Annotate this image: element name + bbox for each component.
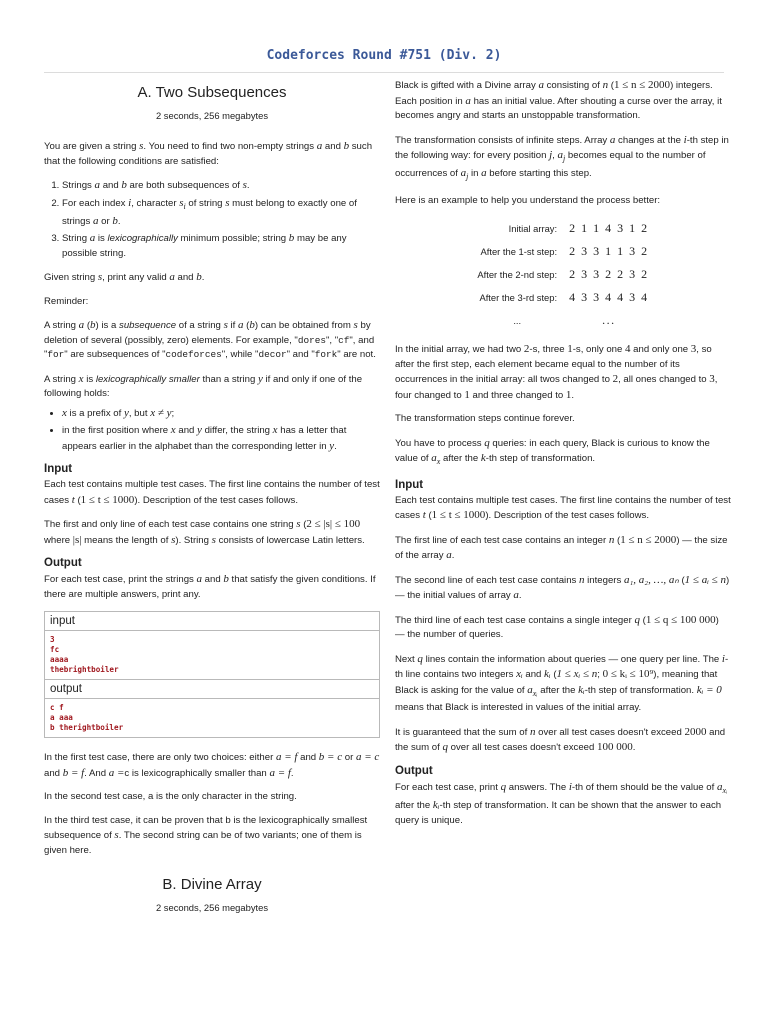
problem-a-input-1: Each test contains multiple test cases. The first line contains the number of test cases t (1 ≤ t ≤ 1000). Description of the test cases follows.	[44, 479, 380, 506]
table-row: After the 3-rd step: 4 3 3 4 4 3 4	[479, 290, 649, 305]
contest-title: Codeforces Round #751 (Div. 2)	[266, 48, 502, 63]
sample-test-box	[44, 611, 380, 738]
problem-b-input-heading: Input	[395, 478, 424, 491]
problem-b-p3: Here is an example to help you understand the process better:	[395, 194, 661, 206]
problem-b-input-2: The first line of each test case contains an integer n (1 ≤ n ≤ 2000) — the size of the array a.	[395, 533, 728, 562]
problem-a-output-heading: Output	[44, 557, 82, 570]
problem-b-input-5: Next q lines contain the information about queries — one query per line. The i-th line contains two integers xᵢ and kᵢ (1 ≤ xᵢ ≤ n; 0 ≤ kᵢ ≤ 10⁹), meaning that Black is asking for the value of $a_{xᵢ}$ after the kᵢ-th step of transformation. kᵢ = 0 means that Black is interested in values of the initial array.	[395, 652, 729, 714]
problem-a-note-1: In the first test case, there are only two choices: either a = f and b = c or a = c and b = f. And a =c is lexicographically smaller than a = f.	[44, 751, 380, 779]
sample-output-line: c f	[50, 703, 64, 713]
lexi-rule-2: • in the first position where x and y differ, the string x has a letter that appears earlier in the alphabet than the corresponding letter in y.	[62, 423, 380, 454]
sample-output-line: a aaa	[50, 713, 73, 723]
sample-output-label: output	[45, 679, 379, 699]
problem-b-output-heading: Output	[395, 764, 433, 777]
problem-b-p6: You have to process q queries: in each query, Black is curious to know the value of $a_x$ after the k-th step of transformation.	[395, 436, 710, 467]
problem-b-p2: The transformation consists of infinite steps. Array a changes at the i-th step in the following way: for every position j, $a_j$ becomes equal to the number of occurrences of $a_j$ in a before starting this step.	[395, 133, 729, 182]
header-divider	[44, 72, 724, 73]
sample-input-line: fc	[50, 645, 60, 655]
problem-b-input-1: Each test contains multiple test cases. The first line contains the number of test cases t (1 ≤ t ≤ 1000). Description of the test cases follows.	[395, 494, 731, 522]
table-row: ... ...	[513, 313, 616, 328]
problem-a-conditions	[44, 178, 380, 261]
condition-2: 2. For each index i, character $s_i$ of string s must belong to exactly one of strings a or b.	[62, 196, 380, 230]
problem-b-output-1: For each test case, print q answers. The i-th of them should be the value of $a_{xᵢ}$ after the kᵢ-th step of transformation. It can be shown that the answer to each query is unique.	[395, 780, 728, 826]
problem-b-p4: In the initial array, we had two 2-s, three 1-s, only one 4 and only one 3, so after the first step, each element became equal to the number of its occurrences in the initial array: all twos changed to 2, all ones changed to 3, four changed to 1 and three changed to 1.	[395, 343, 718, 401]
problem-a-lexi-list	[44, 406, 380, 455]
problem-a-reminder: Reminder:	[44, 295, 89, 307]
table-row: Initial array: 2 1 1 4 3 1 2	[508, 221, 649, 236]
condition-1: 1. Strings a and b are both subsequences of s.	[62, 178, 380, 194]
problem-a-input-heading: Input	[44, 463, 73, 476]
problem-a-subsequence-def: A string a (b) is a subsequence of a string s if a (b) can be obtained from s by deletion of several (possibly, zero) elements. For example, "dores", "cf", and "for" are subsequences of "codeforces", while "decor" and "fork" are not.	[44, 319, 376, 361]
sample-output-line: b therightboiler	[50, 723, 124, 733]
problem-a-note-2: In the second test case, a is the only character in the string.	[44, 791, 297, 803]
problem-b-p1: Black is gifted with a Divine array a consisting of n (1 ≤ n ≤ 2000) integers. Each position in a has an initial value. After shouting a curse over the array, it becomes angry and starts an unstoppable transformation.	[395, 79, 722, 121]
condition-3: 3. String a is lexicographically minimum possible; string b may be any possible string.	[62, 231, 380, 261]
sample-input-line: 3	[50, 635, 55, 645]
problem-b-input-4: The third line of each test case contains a single integer q (1 ≤ q ≤ 100 000) — the number of queries.	[395, 613, 719, 641]
problem-b-limits: 2 seconds, 256 megabytes	[155, 902, 269, 914]
problem-b-input-3: The second line of each test case contains n integers a₁, a₂, …, aₙ (1 ≤ aᵢ ≤ n) — the initial values of array a.	[395, 573, 730, 602]
problem-a-intro: You are given a string s. You need to find two non-empty strings a and b such that the following conditions are satisfied:	[44, 140, 373, 167]
sample-output-body[interactable]	[45, 699, 379, 737]
sample-input-body[interactable]	[45, 631, 379, 679]
sample-input-label: input	[45, 612, 379, 631]
problem-a-given: Given string s, print any valid a and b.	[44, 271, 205, 284]
lexi-rule-1: • x is a prefix of y, but x ≠ y;	[62, 406, 380, 422]
table-row: After the 1-st step: 2 3 3 1 1 3 2	[480, 244, 649, 259]
problem-a-limits: 2 seconds, 256 megabytes	[155, 110, 269, 121]
table-row: After the 2-nd step: 2 3 3 2 2 3 2	[477, 267, 649, 282]
problem-b-input-6: It is guaranteed that the sum of n over all test cases doesn't exceed 2000 and the sum of q over all test cases doesn't exceed 100 000.	[395, 725, 726, 754]
problem-a-title: A. Two Subsequences	[137, 84, 287, 101]
problem-b-column	[395, 78, 731, 837]
transformation-example-table	[471, 217, 654, 332]
problem-a-input-2: The first and only line of each test case contains one string s (2 ≤ |s| ≤ 100 where |s| means the length of s). String s consists of lowercase Latin letters.	[44, 518, 365, 546]
problem-a-note-3: In the third test case, it can be proven that b is the lexicographically smallest subsequence of s. The second string can be of two variants; one of them is given here.	[44, 814, 368, 856]
sample-input-line: aaaa	[50, 655, 69, 665]
problem-a-lexi-def: A string x is lexicographically smaller than a string y if and only if one of the following holds:	[44, 372, 363, 400]
problem-a-output-1: For each test case, print the strings a and b that satisfy the given conditions. If there are multiple answers, print any.	[44, 573, 376, 600]
sample-input-line: thebrightboiler	[50, 665, 119, 675]
problem-a-column	[44, 78, 380, 931]
problem-b-title: B. Divine Array	[162, 876, 262, 894]
problem-b-p5: The transformation steps continue forever.	[395, 413, 575, 425]
